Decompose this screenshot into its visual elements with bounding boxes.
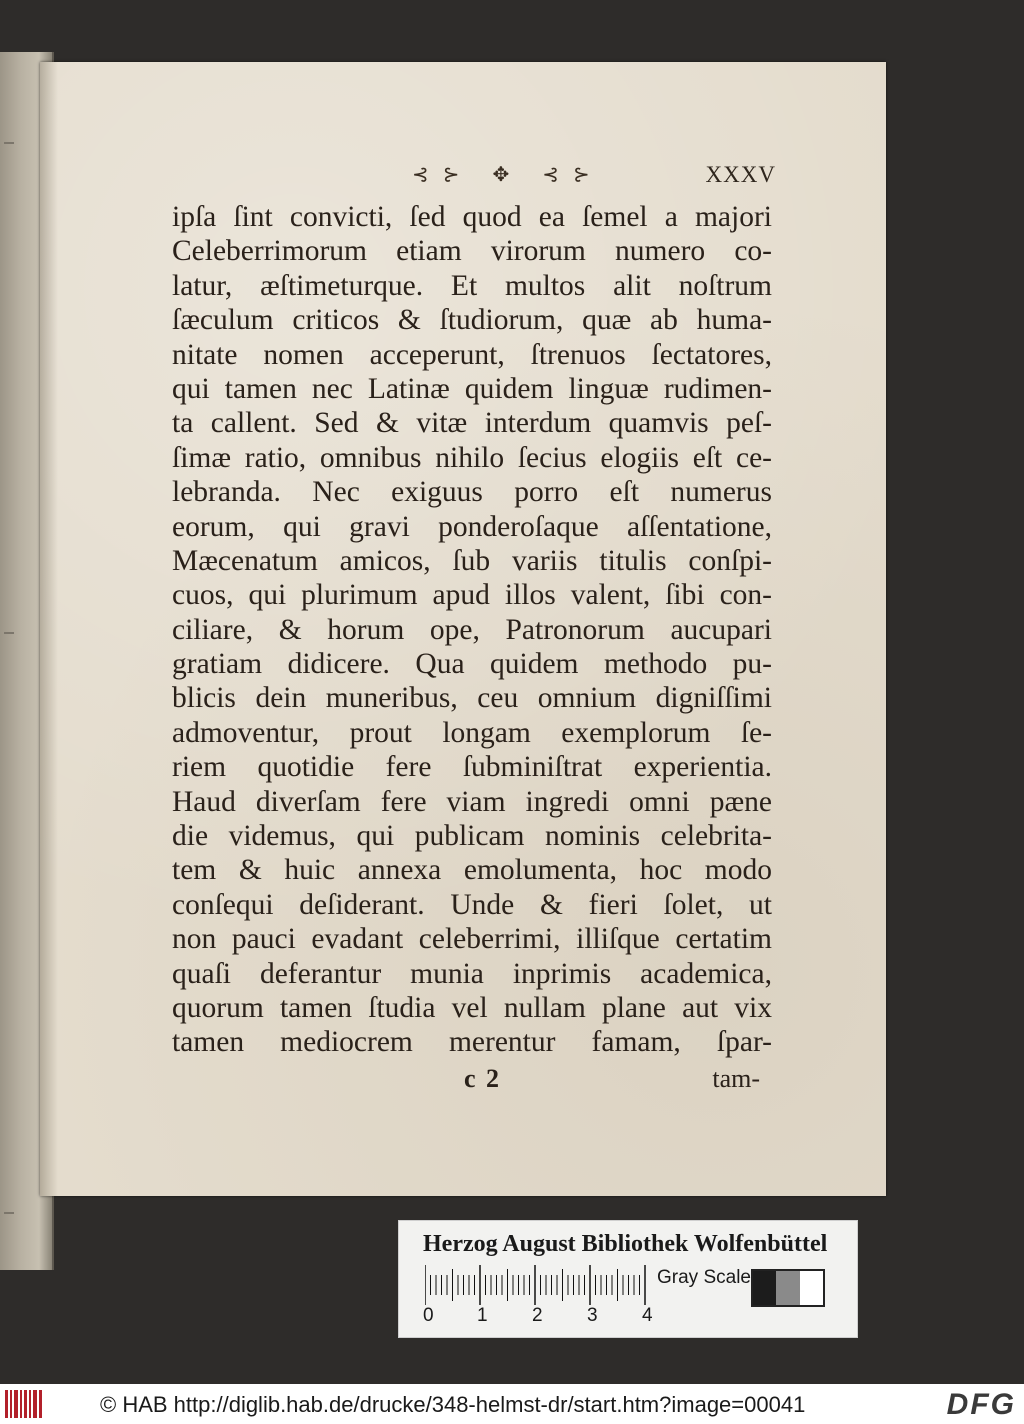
page-number: XXXV [705,162,776,187]
text-line: eorum, qui gravi ponderoſaque aſſentatione, [172,510,772,543]
edge-mark [4,632,14,634]
gray-scale-label: Gray Scale [657,1267,751,1288]
signature-mark: c 2 [464,1064,502,1093]
ruler-icon [425,1265,647,1305]
text-line: cuos, qui plurimum apud illos valent, ſibi con- [172,579,772,612]
color-scale-card [398,1220,858,1338]
text-line: ſimæ ratio, omnibus nihilo ſecius elogiis eſt ce- [172,441,772,474]
text-line: conſequi deſiderant. Unde & fieri ſolet, ut [172,888,772,921]
text-line: die videmus, qui publicam nominis celebrita- [172,820,772,853]
edge-mark [4,1212,14,1214]
hab-barcode-logo-icon [4,1388,44,1420]
text-line: non pauci evadant celeberrimi, illiſque certatim [172,923,772,956]
gray-swatch-dark [753,1271,776,1305]
text-line: Mæcenatum amicos, ſub variis titulis conſpi- [172,544,772,577]
catchword: tam- [712,1064,760,1093]
dfg-logo: DFG [946,1388,1016,1421]
text-line: riem quotidie fere ſubminiſtrat experientia. [172,751,772,784]
ruler-number: 0 [423,1305,434,1326]
footer-bar [0,1384,1024,1424]
library-name: Herzog August Bibliothek Wolfenbüttel [423,1231,828,1257]
text-line: lebranda. Nec exiguus porro eſt numerus [172,476,772,509]
text-line: ciliare, & horum ope, Patronorum aucupari [172,613,772,646]
text-line: ipſa ſint convicti, ſed quod ea ſemel a majori [172,201,772,233]
text-line: Celeberrimorum etiam virorum numero co- [172,235,772,268]
ruler-number: 1 [477,1305,488,1326]
ruler-number: 3 [587,1305,598,1326]
ruler-number: 2 [532,1305,543,1326]
body-text [172,200,772,1060]
edge-mark [4,142,14,144]
ruler-number: 4 [642,1305,653,1326]
gray-scale-swatches [751,1269,825,1307]
text-line: admoventur, prout longam exemplorum ſe- [172,716,772,749]
gray-swatch-light [800,1271,823,1305]
text-line: latur, æſtimeturque. Et multos alit noſtrum [172,269,772,302]
copyright-url: © HAB http://diglib.hab.de/drucke/348-helmst-dr/start.htm?image=00041 [100,1392,806,1417]
text-line: gratiam didicere. Qua quidem methodo pu- [172,648,772,681]
head-ornament: ⊰⊱ ✥ ⊰⊱ [412,164,604,186]
text-line: ta callent. Sed & vitæ interdum quamvis peſ- [172,407,772,440]
signature-line [172,1064,772,1098]
text-line: quorum tamen ſtudia vel nullam plane aut vix [172,991,772,1024]
text-line: ſæculum criticos & ſtudiorum, quæ ab huma- [172,304,772,337]
ruler-numbers [423,1305,663,1329]
text-line: qui tamen nec Latinæ quidem linguæ rudimen- [172,372,772,405]
text-line: blicis dein muneribus, ceu omnium digniſſimi [172,682,772,715]
text-line: quaſi deferantur munia inprimis academica, [172,957,772,990]
book-page [40,62,886,1196]
text-line: tamen mediocrem merentur famam, ſpar- [172,1026,772,1059]
running-head [40,162,886,192]
gray-swatch-mid [776,1271,799,1305]
text-line: Haud diverſam fere viam ingredi omni pæne [172,785,772,818]
text-line: tem & huic annexa emolumenta, hoc modo [172,854,772,887]
text-line: nitate nomen acceperunt, ſtrenuos ſectatores, [172,338,772,371]
